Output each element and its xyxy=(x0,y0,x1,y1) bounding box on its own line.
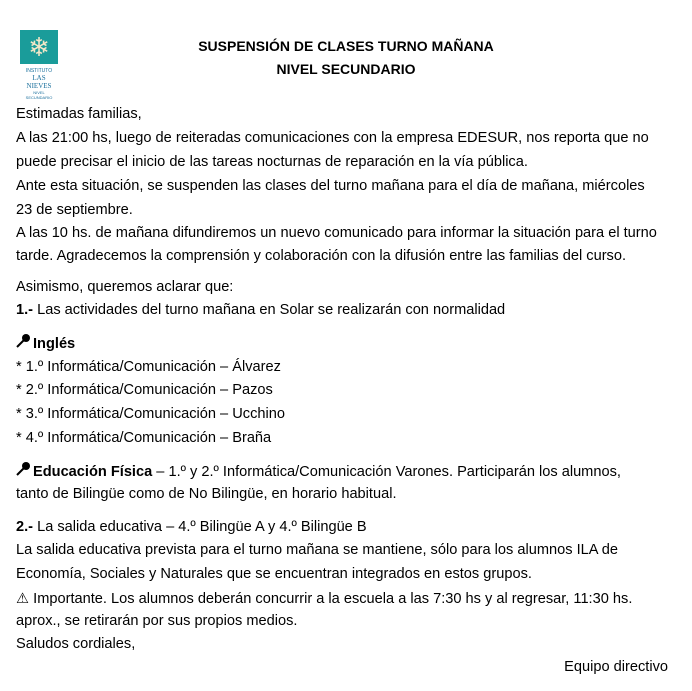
paragraph-line: tanto de Bilingüe como de No Bilingüe, en horario habitual. xyxy=(16,486,397,502)
list-item: * 4.º Informática/Comunicación – Braña xyxy=(16,430,272,446)
paragraph-line: Ante esta situación, se suspenden las clases del turno mañana para el día de mañana, miércoles xyxy=(16,178,645,194)
pin-icon xyxy=(16,333,33,354)
list-item: * 1.º Informática/Comunicación – Álvarez xyxy=(16,359,281,375)
logo-line1: INSTITUTO xyxy=(25,68,53,74)
item-2-number: 2.- xyxy=(16,519,34,535)
snowflake-icon: ❄ xyxy=(28,32,50,62)
item-2-text: La salida educativa – 4.º Bilingüe A y 4.º Bilingüe B xyxy=(33,519,367,535)
asimismo-line: Asimismo, queremos aclarar que: xyxy=(16,279,234,295)
paragraph-line: tarde. Agradecemos la comprensión y colaboración con la difusión entre las familias del curso. xyxy=(16,248,627,264)
paragraph-line: A las 10 hs. de mañana difundiremos un nuevo comunicado para informar la situación para el turno xyxy=(16,225,657,241)
edfis-text: – 1.º y 2.º Informática/Comunicación Varones. Participarán los alumnos, xyxy=(152,464,621,480)
closing: Saludos cordiales, xyxy=(16,636,136,652)
document-subtitle: NIVEL SECUNDARIO xyxy=(276,61,416,77)
edfis-heading xyxy=(16,461,621,482)
paragraph-line: A las 21:00 hs, luego de reiteradas comunicaciones con la empresa EDESUR, nos reporta que no xyxy=(16,130,649,146)
item-2 xyxy=(16,517,367,537)
warning-icon: ⚠ xyxy=(16,591,30,607)
list-item: * 3.º Informática/Comunicación – Ucchino xyxy=(16,406,285,422)
pin-icon xyxy=(16,461,33,482)
ingles-heading xyxy=(16,333,75,354)
paragraph-line: aprox., se retirarán por sus propios medios. xyxy=(16,613,298,629)
edfis-title: Educación Física xyxy=(33,464,153,480)
ingles-title: Inglés xyxy=(33,336,76,352)
warning-text: Importante. Los alumnos deberán concurrir a la escuela a las 7:30 hs y al regresar, 11:30 hs. xyxy=(29,591,633,607)
list-item: * 2.º Informática/Comunicación – Pazos xyxy=(16,382,273,398)
greeting: Estimadas familias, xyxy=(16,106,142,122)
logo-line3: NIVEL SECUNDARIO xyxy=(25,90,53,100)
paragraph-line: La salida educativa prevista para el turno mañana se mantiene, sólo para los alumnos ILA de xyxy=(16,542,618,558)
paragraph-line: puede precisar el inicio de las tareas nocturnas de reparación en la vía pública. xyxy=(16,154,528,170)
item-1-text: Las actividades del turno mañana en Solar se realizarán con normalidad xyxy=(33,302,506,318)
document-title: SUSPENSIÓN DE CLASES TURNO MAÑANA xyxy=(198,38,494,54)
logo-line2: LAS NIEVES xyxy=(26,74,52,90)
item-1-number: 1.- xyxy=(16,302,34,318)
paragraph-line: 23 de septiembre. xyxy=(16,202,133,218)
signature: Equipo directivo xyxy=(564,659,668,675)
item-1 xyxy=(16,300,505,320)
warning-line xyxy=(16,589,632,609)
paragraph-line: Economía, Sociales y Naturales que se encuentran integrados en estos grupos. xyxy=(16,566,532,582)
